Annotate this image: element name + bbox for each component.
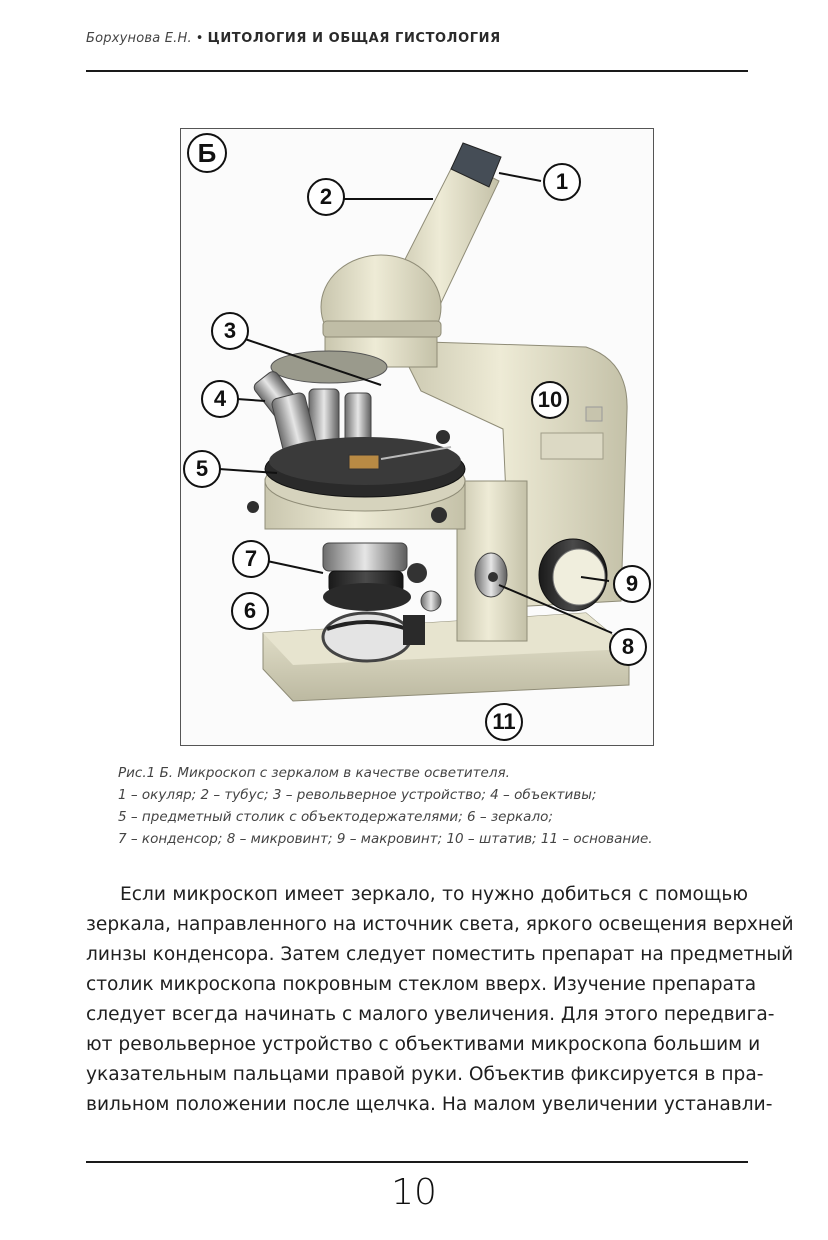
callout-11-base: 11 [485,703,523,741]
microscope-figure [180,128,654,746]
paragraph-line: линзы конденсора. Затем следует поместить препарат на предметный [86,944,794,965]
microscope-base [263,613,629,701]
paragraph-line: Если микроскоп имеет зеркало, то нужно добиться с помощью [120,884,748,905]
callout-9-coarse-focus: 9 [613,565,651,603]
callout-1-eyepiece: 1 [543,163,581,201]
caption-line: 1 – окуляр; 2 – тубус; 3 – револьверное устройство; 4 – объективы; [118,787,597,803]
callout-6-mirror: 6 [231,592,269,630]
condenser [323,543,427,611]
eyepiece-tube [321,143,501,367]
header-rule [86,70,748,72]
running-header [86,31,748,46]
header-separator: • [195,31,204,46]
callout-8-fine-focus: 8 [609,628,647,666]
callout-7-condenser: 7 [232,540,270,578]
microscope-illustration [181,129,653,745]
caption-line: 5 – предметный столик с объектодержателями; 6 – зеркало; [118,809,553,825]
panel-letter-badge: Б [187,133,227,173]
callout-2-tube: 2 [307,178,345,216]
paragraph-line: ют револьверное устройство с объективами микроскопа большим и [86,1034,761,1055]
stage [247,430,465,529]
paragraph-line: зеркала, направленного на источник света, яркого освещения верхней [86,914,794,935]
paragraph-line: вильном положении после щелчка. На малом увеличении устанавли- [86,1094,773,1115]
callout-3-revolver: 3 [211,312,249,350]
header-author: Борхунова Е.Н. [86,31,192,46]
footer-rule [86,1161,748,1163]
callout-10-stand: 10 [531,381,569,419]
caption-line: 7 – конденсор; 8 – микровинт; 9 – макровинт; 10 – штатив; 11 – основание. [118,831,653,847]
body-paragraph [86,880,794,1120]
callout-5-stage: 5 [183,450,221,488]
figure-caption [118,762,758,850]
paragraph-line: следует всегда начинать с малого увеличения. Для этого передвига- [86,1004,775,1025]
paragraph-line: указательным пальцами правой руки. Объектив фиксируется в пра- [86,1064,764,1085]
caption-title: Рис.1 Б. Микроскоп с зеркалом в качестве осветителя. [118,765,510,781]
header-book-title: ЦИТОЛОГИЯ И ОБЩАЯ ГИСТОЛОГИЯ [207,31,501,46]
callout-4-objectives: 4 [201,380,239,418]
paragraph-line: столик микроскопа покровным стеклом вверх. Изучение препарата [86,974,757,995]
page-number: 10 [391,1172,437,1213]
